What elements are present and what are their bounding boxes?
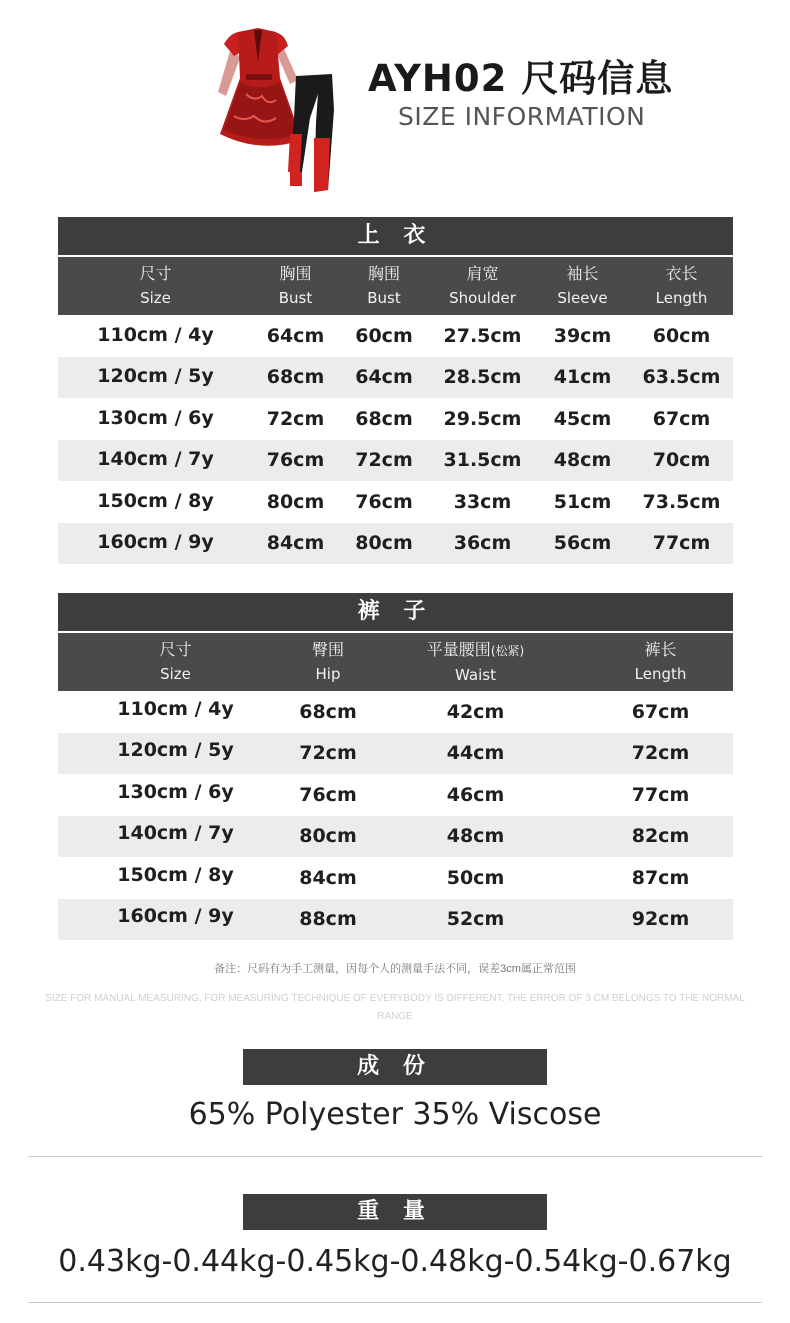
- table-cell: 68cm: [299, 700, 357, 723]
- top-table-title: 上 衣: [58, 217, 733, 255]
- table-row: [58, 899, 733, 941]
- pants-table-title: 裤 子: [58, 593, 733, 631]
- column-header: [338, 257, 430, 315]
- table-cell: 48cm: [553, 449, 612, 472]
- table-cell: 27.5cm: [443, 324, 522, 347]
- table-cell: 73.5cm: [642, 490, 721, 513]
- table-cell: 52cm: [446, 908, 505, 931]
- page-subtitle: SIZE INFORMATION: [398, 102, 646, 131]
- page-title: AYH02 尺码信息: [368, 57, 674, 100]
- table-cell: 72cm: [266, 407, 325, 430]
- table-row: [58, 440, 733, 482]
- table-cell: 68cm: [355, 407, 413, 430]
- product-image: [210, 22, 345, 197]
- column-header-cn: 尺寸: [139, 264, 172, 283]
- table-cell: 39cm: [553, 324, 612, 347]
- column-header-en: Waist: [455, 665, 496, 684]
- table-row: [58, 857, 733, 899]
- table-cell: 140cm / 7y: [97, 448, 214, 471]
- table-cell: 28.5cm: [443, 366, 522, 389]
- column-header-cn: 尺寸: [159, 640, 192, 659]
- column-header-cn: 衣长: [665, 264, 698, 283]
- column-header: [363, 633, 588, 691]
- table-cell: 46cm: [446, 783, 505, 806]
- column-header: [430, 257, 535, 315]
- column-header: [58, 633, 293, 691]
- table-cell: 70cm: [652, 449, 711, 472]
- column-header-cn: 臀围: [311, 640, 344, 659]
- table-cell: 72cm: [631, 742, 690, 765]
- table-cell: 44cm: [446, 742, 505, 765]
- table-cell: 41cm: [553, 366, 612, 389]
- column-header-cn: 袖长: [566, 264, 599, 283]
- table-cell: 64cm: [355, 366, 413, 389]
- note-cn: 备注：尺码有为手工测量，因每个人的测量手法不同，误差3cm属正常范围: [214, 963, 576, 975]
- column-header-cn: [427, 638, 524, 663]
- weight-value: 0.43kg-0.44kg-0.45kg-0.48kg-0.54kg-0.67kg: [58, 1244, 732, 1279]
- table-cell: 56cm: [553, 532, 612, 555]
- divider: [28, 1156, 762, 1157]
- table-cell: 72cm: [355, 449, 413, 472]
- table-cell: 160cm / 9y: [97, 531, 214, 554]
- table-cell: 67cm: [652, 407, 711, 430]
- table-row: [58, 733, 733, 775]
- table-cell: 120cm / 5y: [117, 739, 234, 762]
- column-header-cn: 胸围: [367, 264, 400, 283]
- table-cell: 77cm: [652, 532, 711, 555]
- table-cell: 84cm: [266, 532, 325, 555]
- table-cell: 60cm: [355, 324, 413, 347]
- column-header: [293, 633, 363, 691]
- table-cell: 67cm: [631, 700, 690, 723]
- table-cell: 110cm / 4y: [97, 323, 214, 346]
- table-cell: 92cm: [631, 908, 690, 931]
- column-header-en: Size: [160, 665, 191, 683]
- column-header: [58, 257, 253, 315]
- column-header-en: Length: [634, 665, 687, 683]
- note-en: SIZE FOR MANUAL MEASURING, FOR MEASURING TECHNIQUE OF EVERYBODY IS DIFFERENT, THE ERROR OF 3 CM BELONGS TO THE NORMAL RANGE: [45, 993, 745, 1022]
- table-cell: 150cm / 8y: [97, 489, 214, 512]
- table-cell: 63.5cm: [642, 366, 721, 389]
- pants-size-table: [58, 593, 733, 940]
- column-header-cn: 胸围: [279, 264, 312, 283]
- table-cell: 150cm / 8y: [117, 863, 234, 886]
- table-row: [58, 481, 733, 523]
- column-header-en: Sleeve: [557, 289, 608, 307]
- table-cell: 88cm: [299, 908, 357, 931]
- table-row: [58, 357, 733, 399]
- column-header-cn: 裤长: [644, 640, 677, 659]
- composition-title: 成 份: [243, 1049, 547, 1085]
- table-cell: 130cm / 6y: [117, 780, 234, 803]
- column-header: [588, 633, 733, 691]
- table-row: [58, 315, 733, 357]
- waist-header-note: (松紧): [490, 643, 525, 658]
- table-row: [58, 774, 733, 816]
- divider: [28, 1302, 762, 1303]
- waist-header-cn: 平量腰围: [426, 639, 491, 659]
- table-cell: 31.5cm: [443, 449, 522, 472]
- table-row: [58, 398, 733, 440]
- table-cell: 50cm: [446, 866, 505, 889]
- column-header: [535, 257, 630, 315]
- pants-table-body: [58, 691, 733, 940]
- column-header: [630, 257, 733, 315]
- table-row: [58, 816, 733, 858]
- table-cell: 72cm: [299, 742, 357, 765]
- table-cell: 84cm: [299, 866, 357, 889]
- table-cell: 80cm: [299, 825, 357, 848]
- table-cell: 36cm: [453, 532, 512, 555]
- table-cell: 80cm: [355, 532, 413, 555]
- table-cell: 140cm / 7y: [117, 822, 234, 845]
- table-cell: 42cm: [446, 700, 505, 723]
- composition-value: 65% Polyester 35% Viscose: [188, 1097, 602, 1132]
- column-header-en: Bust: [278, 289, 313, 307]
- table-cell: 64cm: [266, 324, 325, 347]
- table-cell: 60cm: [652, 324, 711, 347]
- column-header-en: Size: [140, 289, 171, 307]
- column-header-en: Hip: [315, 665, 341, 683]
- pants-table-header: [58, 631, 733, 691]
- header: [0, 0, 790, 205]
- table-cell: 77cm: [631, 783, 690, 806]
- table-cell: 120cm / 5y: [97, 365, 214, 388]
- table-cell: 130cm / 6y: [97, 406, 214, 429]
- top-table-header: [58, 255, 733, 315]
- table-row: [58, 691, 733, 733]
- table-cell: 160cm / 9y: [117, 905, 234, 928]
- column-header-en: Shoulder: [449, 289, 516, 307]
- top-table-body: [58, 315, 733, 564]
- table-cell: 87cm: [631, 866, 690, 889]
- table-cell: 76cm: [266, 449, 325, 472]
- table-cell: 29.5cm: [443, 407, 522, 430]
- table-cell: 48cm: [446, 825, 505, 848]
- column-header-en: Length: [655, 289, 708, 307]
- weight-title: 重 量: [243, 1194, 547, 1230]
- table-cell: 76cm: [299, 783, 357, 806]
- table-cell: 51cm: [553, 490, 612, 513]
- table-cell: 45cm: [553, 407, 612, 430]
- table-row: [58, 523, 733, 565]
- table-cell: 76cm: [355, 490, 413, 513]
- table-cell: 68cm: [266, 366, 325, 389]
- column-header-cn: 肩宽: [466, 264, 499, 283]
- table-cell: 80cm: [266, 490, 325, 513]
- top-size-table: [58, 217, 733, 564]
- table-cell: 110cm / 4y: [117, 697, 234, 720]
- column-header-en: Bust: [367, 289, 401, 307]
- table-cell: 33cm: [453, 490, 512, 513]
- table-cell: 82cm: [631, 825, 690, 848]
- column-header: [253, 257, 338, 315]
